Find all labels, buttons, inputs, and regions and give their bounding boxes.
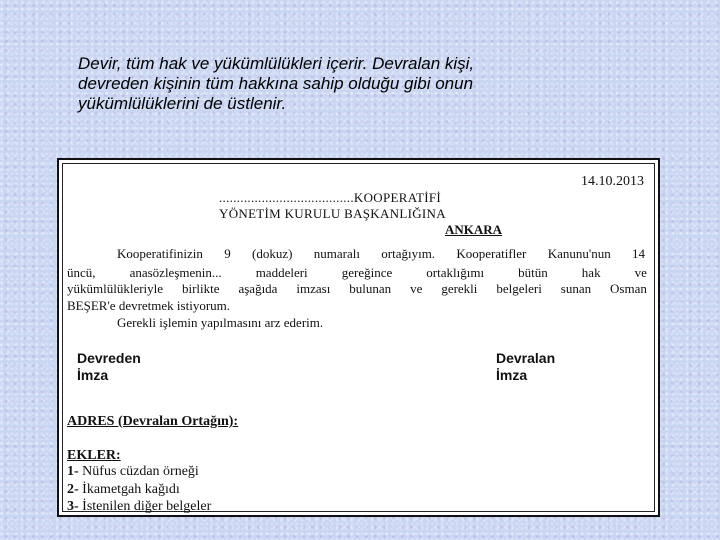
body-word: yükümlülükleriyle (67, 281, 164, 296)
transferee-signature-label: İmza (496, 367, 528, 383)
city: ANKARA (445, 222, 503, 237)
attachment-item (67, 482, 180, 498)
body-word: gereğince (341, 265, 393, 280)
attachment-item (67, 499, 211, 515)
addressee: YÖNETİM KURULU BAŞKANLIĞINA (219, 206, 446, 221)
body-word: anasözleşmenin... (129, 265, 222, 280)
document-date: 14.10.2013 (581, 174, 644, 189)
attachment-text: İkametgah kağıdı (82, 482, 180, 497)
body-word: ortağıyım. (381, 246, 436, 261)
petition-document (57, 158, 660, 517)
intro-line: yükümlülüklerini de üstlenir. (78, 94, 287, 113)
body-word: numaralı (313, 246, 360, 261)
body-line-4: BEŞER'e devretmek istiyorum. (67, 298, 231, 313)
body-word: Kooperatifinizin (117, 246, 203, 261)
body-word: gerekli (441, 281, 478, 296)
body-word: Kanunu'nun (547, 246, 611, 261)
body-word: ortaklığımı (426, 265, 485, 280)
attachment-item (67, 464, 199, 480)
attachment-number: 2- (67, 482, 79, 497)
cooperative-name: ......................................KOOPERATİFİ (219, 190, 441, 205)
body-line-3 (67, 281, 647, 297)
body-word: Osman (610, 281, 647, 296)
attachment-text: Nüfus cüzdan örneği (82, 464, 199, 479)
body-word: 14 (632, 246, 645, 261)
body-word: aşağıda (238, 281, 278, 296)
body-word: belgeleri (496, 281, 542, 296)
attachment-number: 3- (67, 499, 79, 514)
transferor-label: Devreden (77, 350, 141, 366)
body-word: ve (634, 265, 647, 280)
body-word: ve (410, 281, 423, 296)
transferor-signature-label: İmza (77, 367, 109, 383)
attachment-number: 1- (67, 464, 79, 479)
body-word: hak (581, 265, 601, 280)
body-word: üncü, (67, 265, 96, 280)
body-word: bulunan (349, 281, 392, 296)
body-word: maddeleri (255, 265, 308, 280)
intro-line: Devir, tüm hak ve yükümlülükleri içerir. Devralan kişi, (78, 54, 475, 73)
intro-text (78, 54, 678, 114)
body-word: bütün (518, 265, 548, 280)
body-line-5: Gerekli işlemin yapılmasını arz ederim. (117, 315, 324, 330)
attachment-text: İstenilen diğer belgeler (82, 499, 212, 514)
body-word: sunan (560, 281, 592, 296)
body-word: imzası (296, 281, 331, 296)
transferee-label: Devralan (496, 350, 556, 366)
body-word: Kooperatifler (456, 246, 527, 261)
intro-line: devreden kişinin tüm hakkına sahip olduğu gibi onun (78, 74, 474, 93)
body-line-1 (117, 246, 645, 262)
body-word: 9 (224, 246, 231, 261)
attachments-title: EKLER: (67, 448, 121, 463)
address-label: ADRES (Devralan Ortağın): (67, 414, 239, 429)
body-word: birlikte (181, 281, 220, 296)
body-word: (dokuz) (252, 246, 293, 261)
body-line-2 (67, 265, 647, 281)
